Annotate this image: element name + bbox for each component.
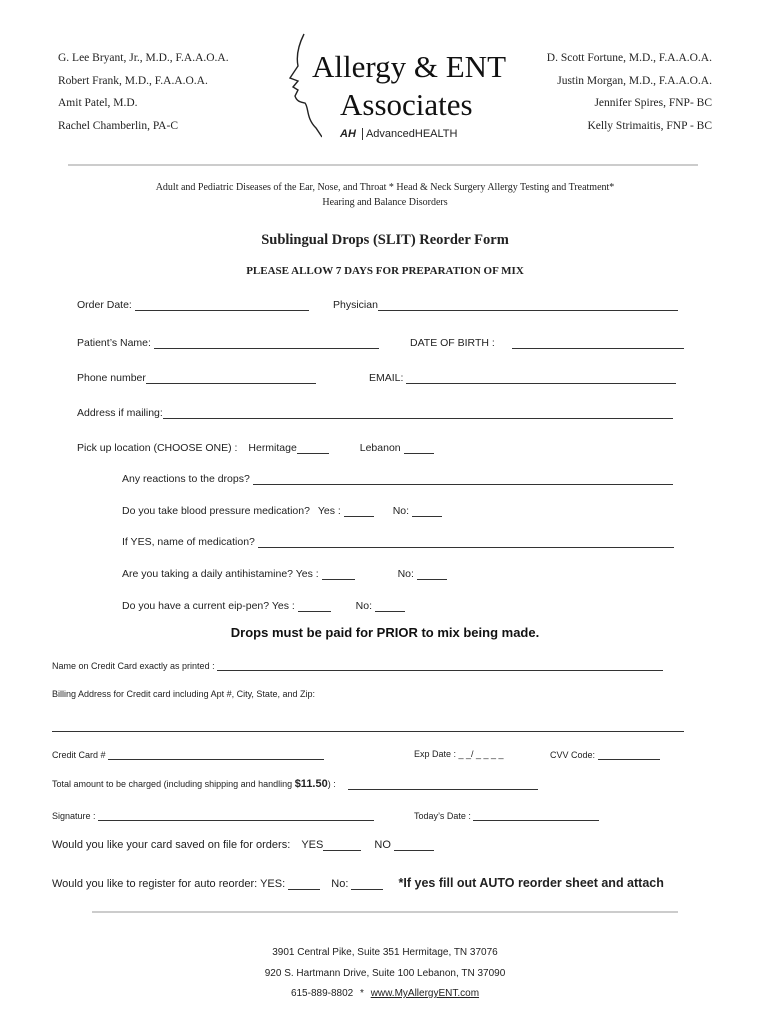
patient-name-row xyxy=(77,336,379,349)
auto-reorder-no-label: No: xyxy=(331,878,349,890)
antihistamine-no-label: No: xyxy=(397,568,414,580)
doctor-name: Jennifer Spires, FNP- BC xyxy=(594,97,712,109)
save-card-no-field[interactable] xyxy=(394,838,434,851)
antihistamine-label: Are you taking a daily antihistamine? Yes : xyxy=(122,568,319,580)
epipen-no-label: No: xyxy=(355,600,372,612)
signature-row xyxy=(52,810,374,821)
email-field[interactable] xyxy=(406,371,676,384)
cvv-row xyxy=(550,749,660,760)
preparation-notice: PLEASE ALLOW 7 DAYS FOR PREPARATION OF MIX xyxy=(246,265,524,277)
save-card-yes-field[interactable] xyxy=(323,838,361,851)
left-doctor-list xyxy=(58,47,229,137)
signature-label: Signature : xyxy=(52,811,96,821)
doctor-name: G. Lee Bryant, Jr., M.D., F.A.A.O.A. xyxy=(58,52,229,64)
reactions-field[interactable] xyxy=(253,472,673,485)
save-card-row xyxy=(52,838,434,851)
logo-line-2: Associates xyxy=(340,87,473,122)
phone-label: Phone number xyxy=(77,372,146,384)
epipen-yes-field[interactable] xyxy=(298,599,331,612)
bp-no-field[interactable] xyxy=(412,504,442,517)
epipen-row xyxy=(122,599,405,612)
reactions-row xyxy=(122,472,673,485)
today-date-field[interactable] xyxy=(473,810,599,821)
total-field[interactable] xyxy=(348,779,538,790)
lebanon-option[interactable] xyxy=(404,441,434,454)
payment-notice: Drops must be paid for PRIOR to mix being made. xyxy=(230,625,540,640)
today-date-row xyxy=(414,810,599,821)
total-amount: $11.50 xyxy=(294,778,328,790)
medication-label: If YES, name of medication? xyxy=(122,536,255,548)
form-title: Sublingual Drops (SLIT) Reorder Form xyxy=(261,232,509,248)
logo xyxy=(282,32,512,147)
antihistamine-yes-field[interactable] xyxy=(322,567,355,580)
header-divider xyxy=(68,164,698,166)
epipen-no-field[interactable] xyxy=(375,599,405,612)
doctor-name: Kelly Strimaitis, FNP - BC xyxy=(587,119,712,132)
footer-address-1: 3901 Central Pike, Suite 351 Hermitage, TN 37076 xyxy=(272,947,498,958)
card-number-row xyxy=(52,749,324,760)
pickup-row xyxy=(77,441,434,454)
billing-field[interactable] xyxy=(52,723,684,732)
bp-label: Do you take blood pressure medication? xyxy=(122,505,310,517)
total-row xyxy=(52,778,538,790)
order-date-field[interactable] xyxy=(135,298,309,311)
address-field[interactable] xyxy=(163,406,673,419)
order-date-row xyxy=(77,298,309,311)
footer-phone: 615-889-8802 xyxy=(290,988,354,999)
antihistamine-no-field[interactable] xyxy=(417,567,447,580)
auto-reorder-row xyxy=(52,876,664,890)
footer-divider xyxy=(92,911,678,913)
card-number-field[interactable] xyxy=(108,749,324,760)
billing-label: Billing Address for Credit card including Apt #, City, State, and Zip: xyxy=(52,689,315,699)
auto-reorder-label: Would you like to register for auto reorder: YES: xyxy=(52,878,286,890)
logo-line-1: Allergy & ENT xyxy=(312,49,507,84)
card-name-label: Name on Credit Card exactly as printed : xyxy=(52,661,215,671)
footer-address-2: 920 S. Hartmann Drive, Suite 100 Lebanon, TN 37090 xyxy=(264,968,506,979)
email-row xyxy=(369,371,676,384)
reactions-label: Any reactions to the drops? xyxy=(122,473,250,485)
logo-subtitle xyxy=(340,128,457,140)
auto-reorder-no-field[interactable] xyxy=(351,877,383,890)
pickup-label: Pick up location (CHOOSE ONE) : xyxy=(77,442,238,454)
right-doctor-list xyxy=(547,47,712,137)
doctor-name: Robert Frank, M.D., F.A.A.O.A. xyxy=(58,74,208,87)
dob-field[interactable] xyxy=(512,336,684,349)
total-label: Total amount to be charged (including shipping and handling xyxy=(52,779,293,789)
physician-label: Physician xyxy=(333,299,378,311)
save-card-yes-label: YES xyxy=(301,839,324,851)
bp-row xyxy=(122,504,442,517)
phone-field[interactable] xyxy=(146,371,316,384)
email-label: EMAIL: xyxy=(369,372,404,384)
doctor-name: Rachel Chamberlin, PA-C xyxy=(58,119,178,132)
order-date-label: Order Date: xyxy=(77,299,132,311)
antihistamine-row xyxy=(122,567,447,580)
physician-row xyxy=(333,298,678,311)
auto-reorder-note: *If yes fill out AUTO reorder sheet and attach xyxy=(398,876,664,890)
epipen-label: Do you have a current eip-pen? Yes : xyxy=(122,600,295,612)
bp-no-label: No: xyxy=(392,505,410,517)
total-suffix: ) : xyxy=(327,779,336,789)
lebanon-label: Lebanon xyxy=(359,442,401,454)
hermitage-label: Hermitage xyxy=(248,442,297,454)
patient-name-field[interactable] xyxy=(154,336,379,349)
today-date-label: Today’s Date : xyxy=(414,811,471,821)
physician-field[interactable] xyxy=(378,298,678,311)
exp-date-field[interactable]: Exp Date : _ _/ _ _ _ _ xyxy=(414,749,504,759)
hermitage-option[interactable] xyxy=(297,441,329,454)
address-row xyxy=(77,406,673,419)
card-name-field[interactable] xyxy=(217,660,663,671)
bp-yes-field[interactable] xyxy=(344,504,374,517)
card-name-row xyxy=(52,660,663,671)
bp-yes-label: Yes : xyxy=(317,505,341,517)
advancedhealth-mark-icon: AH xyxy=(340,128,356,140)
tagline-1: Adult and Pediatric Diseases of the Ear, Nose, and Throat * Head & Neck Surgery Allergy Testing and Treatment* xyxy=(155,182,615,193)
cvv-field[interactable] xyxy=(598,749,660,760)
patient-name-label: Patient’s Name: xyxy=(77,337,151,349)
footer-separator: * xyxy=(360,988,364,999)
dob-row xyxy=(410,336,684,349)
signature-field[interactable] xyxy=(98,810,374,821)
auto-reorder-yes-field[interactable] xyxy=(288,877,320,890)
doctor-name: D. Scott Fortune, M.D., F.A.A.O.A. xyxy=(546,52,712,64)
tagline-2: Hearing and Balance Disorders xyxy=(322,197,448,208)
dob-label: DATE OF BIRTH : xyxy=(410,337,495,349)
doctor-name: Justin Morgan, M.D., F.A.A.O.A. xyxy=(557,74,712,87)
save-card-no-label: NO xyxy=(374,839,391,851)
advancedhealth-text: AdvancedHEALTH xyxy=(365,128,458,140)
medication-row xyxy=(122,535,674,548)
address-label: Address if mailing: xyxy=(77,407,163,419)
doctor-name: Amit Patel, M.D. xyxy=(58,97,138,109)
footer-contact xyxy=(0,988,770,999)
phone-row xyxy=(77,371,316,384)
save-card-label: Would you like your card saved on file for orders: xyxy=(52,839,291,851)
card-number-label: Credit Card # xyxy=(52,750,106,760)
website-link[interactable]: www.MyAllergyENT.com xyxy=(370,988,480,999)
cvv-label: CVV Code: xyxy=(550,750,596,760)
medication-field[interactable] xyxy=(258,535,674,548)
